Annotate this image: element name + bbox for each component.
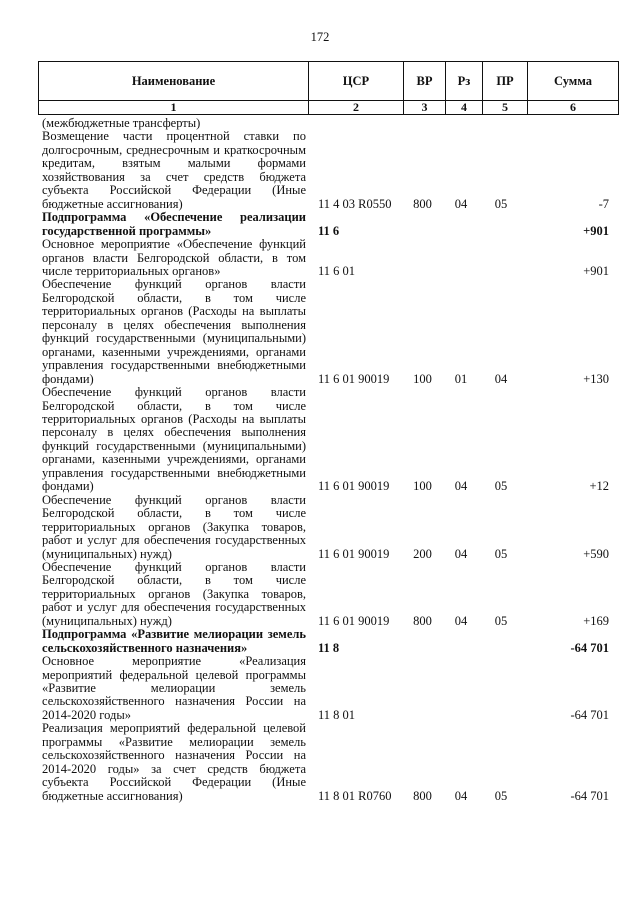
header-vr: ВР bbox=[404, 62, 446, 101]
row-name: (межбюджетные трансферты) bbox=[42, 116, 201, 130]
table-row bbox=[42, 238, 614, 278]
row-name: Обеспечение функций органов власти Белгородской области, в том числе территориальных органов (Расходы на выплаты персоналу в целях обеспечения выполнения функций государственными (муниципальными) органами, казенными учреждениями, органами управления государственными внебюджетными фондами) bbox=[42, 277, 306, 386]
row-name: Обеспечение функций органов власти Белгородской области, в том числе территориальных органов (Расходы на выплаты персоналу в целях обеспечения выполнения функций государственными (муниципальными) органами, казенными учреждениями, органами управления государственными внебюджетными фондами) bbox=[42, 385, 306, 494]
row-csr: 11 6 01 bbox=[318, 263, 356, 278]
row-sum: -7 bbox=[598, 196, 609, 211]
table-header bbox=[38, 61, 619, 115]
row-sum: +169 bbox=[583, 613, 609, 628]
table-row bbox=[42, 130, 614, 211]
row-sum: +901 bbox=[583, 223, 609, 238]
header-row bbox=[39, 62, 619, 101]
row-sum: -64 701 bbox=[570, 640, 609, 655]
row-pr: 05 bbox=[494, 479, 508, 494]
table-row bbox=[42, 628, 614, 655]
header-name: Наименование bbox=[39, 62, 309, 101]
row-sum: +12 bbox=[589, 479, 609, 494]
row-vr: 800 bbox=[413, 788, 432, 803]
row-rz: 01 bbox=[454, 371, 468, 386]
row-pr: 04 bbox=[494, 371, 508, 386]
row-csr: 11 6 01 90019 bbox=[318, 546, 390, 561]
row-vr: 200 bbox=[413, 546, 432, 561]
row-name: Основное мероприятие «Реализация мероприятий федеральной целевой программы «Развитие мелиорации земель сельскохозяйственного назначения России на 2014-2020 годы» bbox=[42, 654, 306, 722]
row-csr: 11 4 03 R0550 bbox=[318, 196, 392, 211]
row-csr: 11 6 01 90019 bbox=[318, 613, 390, 628]
header-number: 6 bbox=[528, 101, 619, 115]
row-csr: 11 6 01 90019 bbox=[318, 371, 390, 386]
row-csr: 11 8 01 R0760 bbox=[318, 788, 392, 803]
header-sum: Сумма bbox=[528, 62, 619, 101]
table-body bbox=[42, 117, 614, 803]
row-name: Основное мероприятие «Обеспечение функций органов власти Белгородской области, в том числе территориальных органов» bbox=[42, 237, 306, 278]
table-row bbox=[42, 655, 614, 722]
row-rz: 04 bbox=[454, 613, 468, 628]
table-row bbox=[42, 211, 614, 238]
row-sum: -64 701 bbox=[570, 707, 609, 722]
table-row bbox=[42, 278, 614, 386]
row-name: Обеспечение функций органов власти Белгородской области, в том числе территориальных органов (Закупка товаров, работ и услуг для обеспечения государственных (муниципальных) нужд) bbox=[42, 559, 306, 628]
row-pr: 05 bbox=[494, 613, 508, 628]
row-rz: 04 bbox=[454, 196, 468, 211]
row-vr: 800 bbox=[413, 196, 432, 211]
row-sum: -64 701 bbox=[570, 788, 609, 803]
row-vr: 100 bbox=[413, 371, 432, 386]
row-name: Реализация мероприятий федеральной целевой программы «Развитие мелиорации земель сельскохозяйственного назначения России на 2014-2020 годы» за счет средств бюджета субъекта Российской Федерации (Иные бюджетные ассигнования) bbox=[42, 721, 306, 803]
row-name: Подпрограмма «Развитие мелиорации земель сельскохозяйственного назначения» bbox=[42, 627, 306, 655]
table-row bbox=[42, 494, 614, 561]
row-sum: +590 bbox=[583, 546, 609, 561]
row-rz: 04 bbox=[454, 479, 468, 494]
header-number: 5 bbox=[483, 101, 528, 115]
row-vr: 100 bbox=[413, 479, 432, 494]
row-pr: 05 bbox=[494, 546, 508, 561]
table-row bbox=[42, 117, 614, 130]
header-csr: ЦСР bbox=[309, 62, 404, 101]
row-csr: 11 8 bbox=[318, 640, 340, 655]
row-csr: 11 6 01 90019 bbox=[318, 479, 390, 494]
table-row bbox=[42, 386, 614, 494]
row-sum: +130 bbox=[583, 371, 609, 386]
row-name: Подпрограмма «Обеспечение реализации государственной программы» bbox=[42, 210, 306, 238]
row-pr: 05 bbox=[494, 788, 508, 803]
row-csr: 11 6 bbox=[318, 223, 340, 238]
row-vr: 800 bbox=[413, 613, 432, 628]
table-row bbox=[42, 722, 614, 803]
row-rz: 04 bbox=[454, 546, 468, 561]
row-pr: 05 bbox=[494, 196, 508, 211]
row-name: Возмещение части процентной ставки по долгосрочным, среднесрочным и краткосрочным кредитам, взятым малыми формами хозяйствования за счет средств бюджета субъекта Российской Федерации (Иные бюджетные ассигнования) bbox=[42, 129, 306, 211]
header-number: 1 bbox=[39, 101, 309, 115]
header-rz: Рз bbox=[446, 62, 483, 101]
header-number: 4 bbox=[446, 101, 483, 115]
row-csr: 11 8 01 bbox=[318, 707, 356, 722]
row-name: Обеспечение функций органов власти Белгородской области, в том числе территориальных органов (Закупка товаров, работ и услуг для обеспечения государственных (муниципальных) нужд) bbox=[42, 492, 306, 561]
row-rz: 04 bbox=[454, 788, 468, 803]
header-numbers-row bbox=[39, 101, 619, 115]
header-number: 2 bbox=[309, 101, 404, 115]
header-number: 3 bbox=[404, 101, 446, 115]
header-pr: ПР bbox=[483, 62, 528, 101]
row-sum: +901 bbox=[583, 263, 609, 278]
page-number: 172 bbox=[310, 30, 330, 44]
table-row bbox=[42, 561, 614, 628]
